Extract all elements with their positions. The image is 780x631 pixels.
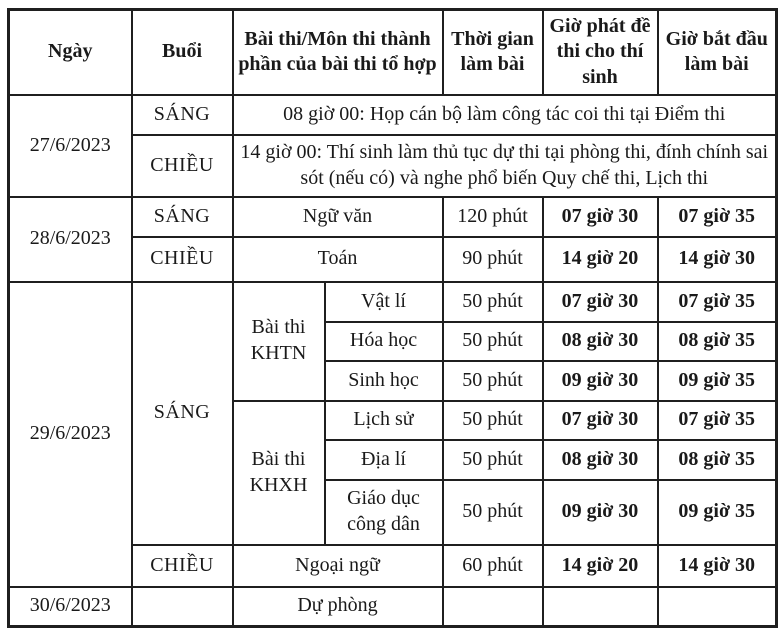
duration-cell: 50 phút [443,322,543,361]
date-cell: 29/6/2023 [9,282,132,587]
empty-cell [543,587,658,627]
empty-cell [658,587,777,627]
header-duration: Thời gian làm bài [443,10,543,95]
start-time-cell: 09 giờ 35 [658,480,777,545]
session-cell: CHIỀU [132,545,233,587]
date-cell: 27/6/2023 [9,95,132,197]
header-exam-subject: Bài thi/Môn thi thành phần của bài thi tổ hợp [233,10,443,95]
header-date: Ngày [9,10,132,95]
subject-cell: Toán [233,237,443,282]
table-row [9,587,777,627]
duration-cell: 50 phút [443,480,543,545]
session-cell: CHIỀU [132,237,233,282]
duration-cell: 60 phút [443,545,543,587]
header-row [9,10,777,95]
exam-group-cell: Bài thi KHXH [233,401,325,545]
date-cell: 28/6/2023 [9,197,132,282]
start-time-cell: 14 giờ 30 [658,545,777,587]
session-cell: CHIỀU [132,135,233,197]
reserve-day-cell: Dự phòng [233,587,443,627]
header-start-time: Giờ bắt đầu làm bài [658,10,777,95]
handout-time-cell: 08 giờ 30 [543,322,658,361]
handout-time-cell: 07 giờ 30 [543,401,658,440]
empty-cell [132,587,233,627]
duration-cell: 90 phút [443,237,543,282]
table-row [9,282,777,322]
note-cell: 14 giờ 00: Thí sinh làm thủ tục dự thi tại phòng thi, đính chính sai sót (nếu có) và nghe phổ biến Quy chế thi, Lịch thi [233,135,777,197]
session-cell: SÁNG [132,95,233,135]
handout-time-cell: 07 giờ 30 [543,282,658,322]
start-time-cell: 14 giờ 30 [658,237,777,282]
handout-time-cell: 14 giờ 20 [543,545,658,587]
start-time-cell: 07 giờ 35 [658,197,777,237]
subject-cell: Vật lí [325,282,443,322]
start-time-cell: 07 giờ 35 [658,401,777,440]
handout-time-cell: 08 giờ 30 [543,440,658,480]
subject-cell: Hóa học [325,322,443,361]
subject-cell: Ngữ văn [233,197,443,237]
session-cell: SÁNG [132,282,233,545]
start-time-cell: 07 giờ 35 [658,282,777,322]
duration-cell: 50 phút [443,282,543,322]
exam-group-cell: Bài thi KHTN [233,282,325,401]
session-cell: SÁNG [132,197,233,237]
duration-cell: 50 phút [443,361,543,401]
handout-time-cell: 14 giờ 20 [543,237,658,282]
duration-cell: 50 phút [443,401,543,440]
exam-schedule-table [7,8,778,628]
subject-cell: Ngoại ngữ [233,545,443,587]
table-row [9,95,777,135]
duration-cell: 120 phút [443,197,543,237]
header-session: Buổi [132,10,233,95]
empty-cell [443,587,543,627]
start-time-cell: 08 giờ 35 [658,322,777,361]
start-time-cell: 08 giờ 35 [658,440,777,480]
subject-cell: Địa lí [325,440,443,480]
handout-time-cell: 09 giờ 30 [543,480,658,545]
subject-cell: Giáo dục công dân [325,480,443,545]
handout-time-cell: 09 giờ 30 [543,361,658,401]
date-cell: 30/6/2023 [9,587,132,627]
note-cell: 08 giờ 00: Họp cán bộ làm công tác coi thi tại Điểm thi [233,95,777,135]
header-handout-time: Giờ phát đề thi cho thí sinh [543,10,658,95]
start-time-cell: 09 giờ 35 [658,361,777,401]
duration-cell: 50 phút [443,440,543,480]
subject-cell: Lịch sử [325,401,443,440]
table-row [9,197,777,237]
handout-time-cell: 07 giờ 30 [543,197,658,237]
subject-cell: Sinh học [325,361,443,401]
